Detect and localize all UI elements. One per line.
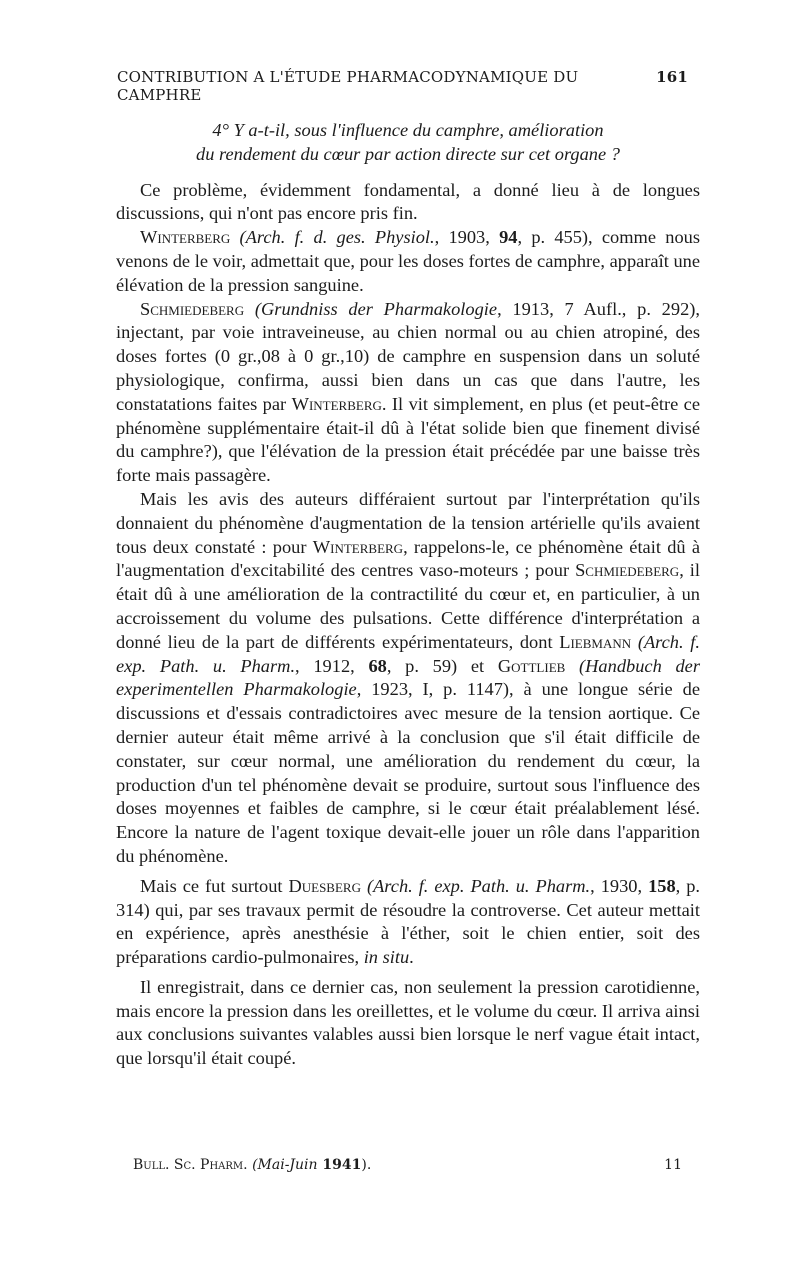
text-span: ). (361, 1157, 372, 1173)
text-span: . Il vit simplement, en plus (et peut-être ce phénomène supplémentaire était-il dû à l'état solide bien que finement divisé du camphre?), que l'élévation de la pression était précédée par une baisse très forte mais passagère. (116, 393, 700, 486)
page-number: 161 (656, 68, 688, 86)
volume-number: 158 (648, 875, 676, 896)
paragraph-5 (116, 875, 700, 970)
journal-title: (Arch. f. exp. Path. u. Pharm. (116, 631, 700, 676)
signature-mark: 11 (664, 1157, 682, 1173)
text-span: , 1923, I, p. 1147), à une longue série de discussions et d'essais contradictoires avec mesure de la tension aortique. Ce dernier auteur était même arrivé à la conclusion que s'il était difficile de constater, sur cœur normal, une amélioration du rendement du cœur, la production d'un tel phénomène devait se produire, surtout sous l'influence des doses moyennes et faibles de camphre, si le cœur était préalablement lésé. Encore la nature de l'agent toxique devait-elle jouer un rôle dans l'apparition du phénomène. (116, 679, 700, 866)
author-name: Winterberg (140, 227, 231, 248)
question-line-2: du rendement du cœur par action directe sur cet organe ? (196, 143, 620, 164)
journal-title: (Arch. f. exp. Path. u. Pharm. (360, 875, 591, 896)
author-name: Gottlieb (497, 655, 566, 676)
journal-title: (Arch. f. d. ges. Physiol. (239, 227, 435, 248)
question-line-1: 4° Y a-t-il, sous l'influence du camphre, amélioration (212, 120, 604, 140)
running-header (117, 68, 688, 104)
text-span: , 1903, (434, 227, 500, 248)
body-text (116, 119, 700, 1071)
text-span: , 1912, (295, 655, 369, 676)
footer (133, 1157, 682, 1173)
issue-months: (Mai-Juin (252, 1157, 318, 1173)
text-span: Mais les avis des auteurs différaient surtout par l'interprétation qu'ils donnaient du phénomène d'augmentation de la tension artérielle qu'ils avaient tous deux constaté : pour (116, 488, 700, 557)
text-span: , p. 455), comme nous venons de le voir, admettait que, pour les doses fortes de camphre, apparaît une élévation de la pression sanguine. (116, 227, 700, 295)
footer-citation (133, 1157, 371, 1173)
text-span: Mais ce fut surtout (140, 875, 289, 896)
text-span: . (409, 947, 414, 968)
book-title: (Handbuch der experimentellen Pharmakologie (116, 655, 700, 700)
text-span: , 1930, (590, 875, 649, 896)
latin-term: in situ (363, 947, 410, 968)
author-name: Schmiedeberg (140, 298, 245, 319)
book-title: (Grundniss der Pharmakologie (244, 298, 498, 319)
author-name: Winterberg (312, 536, 404, 557)
journal-abbrev: Bull. Sc. Pharm. (133, 1157, 253, 1173)
volume-number: 94 (499, 227, 518, 248)
paragraph-1: Ce problème, évidemment fondamental, a donné lieu à de longues discussions, qui n'ont pas encore pris fin. (116, 179, 700, 224)
issue-year: 1941 (317, 1157, 362, 1173)
text-span: , p. 59) et (386, 655, 498, 676)
header-title: CONTRIBUTION A L'ÉTUDE PHARMACODYNAMIQUE DU CAMPHRE (117, 68, 579, 104)
paragraph-3 (116, 298, 700, 488)
paragraph-6: Il enregistrait, dans ce dernier cas, non seulement la pression carotidienne, mais encore la pression dans les oreillettes, et le volume du cœur. Il arriva ainsi aux conclusions suivantes valables aussi bien lorsque le nerf vague était intact, que lorsqu'il était coupé. (116, 976, 700, 1069)
paragraph-2 (116, 226, 700, 297)
author-name: Duesberg (288, 875, 361, 896)
text-span: , p. 314) qui, par ses travaux permit de résoudre la controverse. Cet auteur mettait en expérience, après anesthésie à l'éther, soit le chien entier, soit des préparations cardio-pulmonaires, (116, 875, 701, 968)
volume-number: 68 (368, 655, 387, 676)
text-span: , 1913, 7 Aufl., p. 292), injectant, par voie intraveineuse, au chien normal ou au chien atropiné, des doses fortes (0 gr.,08 à 0 gr.,10) de camphre en suspension dans un soluté physiologique, confirma, aussi bien dans un cas que dans l'autre, les constatations faites par (116, 298, 700, 414)
author-name: Schmiedeberg (575, 560, 680, 581)
text-span: , il était dû à une amélioration de la contractilité du cœur et, en particulier, à un accroissement du volume des pulsations. Cette différence d'interprétation a donné lieu de la part de différents expérimentateurs, dont (116, 560, 700, 652)
text-span: , rappelons-le, ce phénomène était dû à l'augmentation d'excitabilité des centres vaso-moteurs ; pour (116, 536, 701, 581)
author-name: Winterberg (291, 393, 382, 414)
paragraph-4 (116, 488, 700, 869)
author-name: Liebmann (559, 631, 632, 652)
